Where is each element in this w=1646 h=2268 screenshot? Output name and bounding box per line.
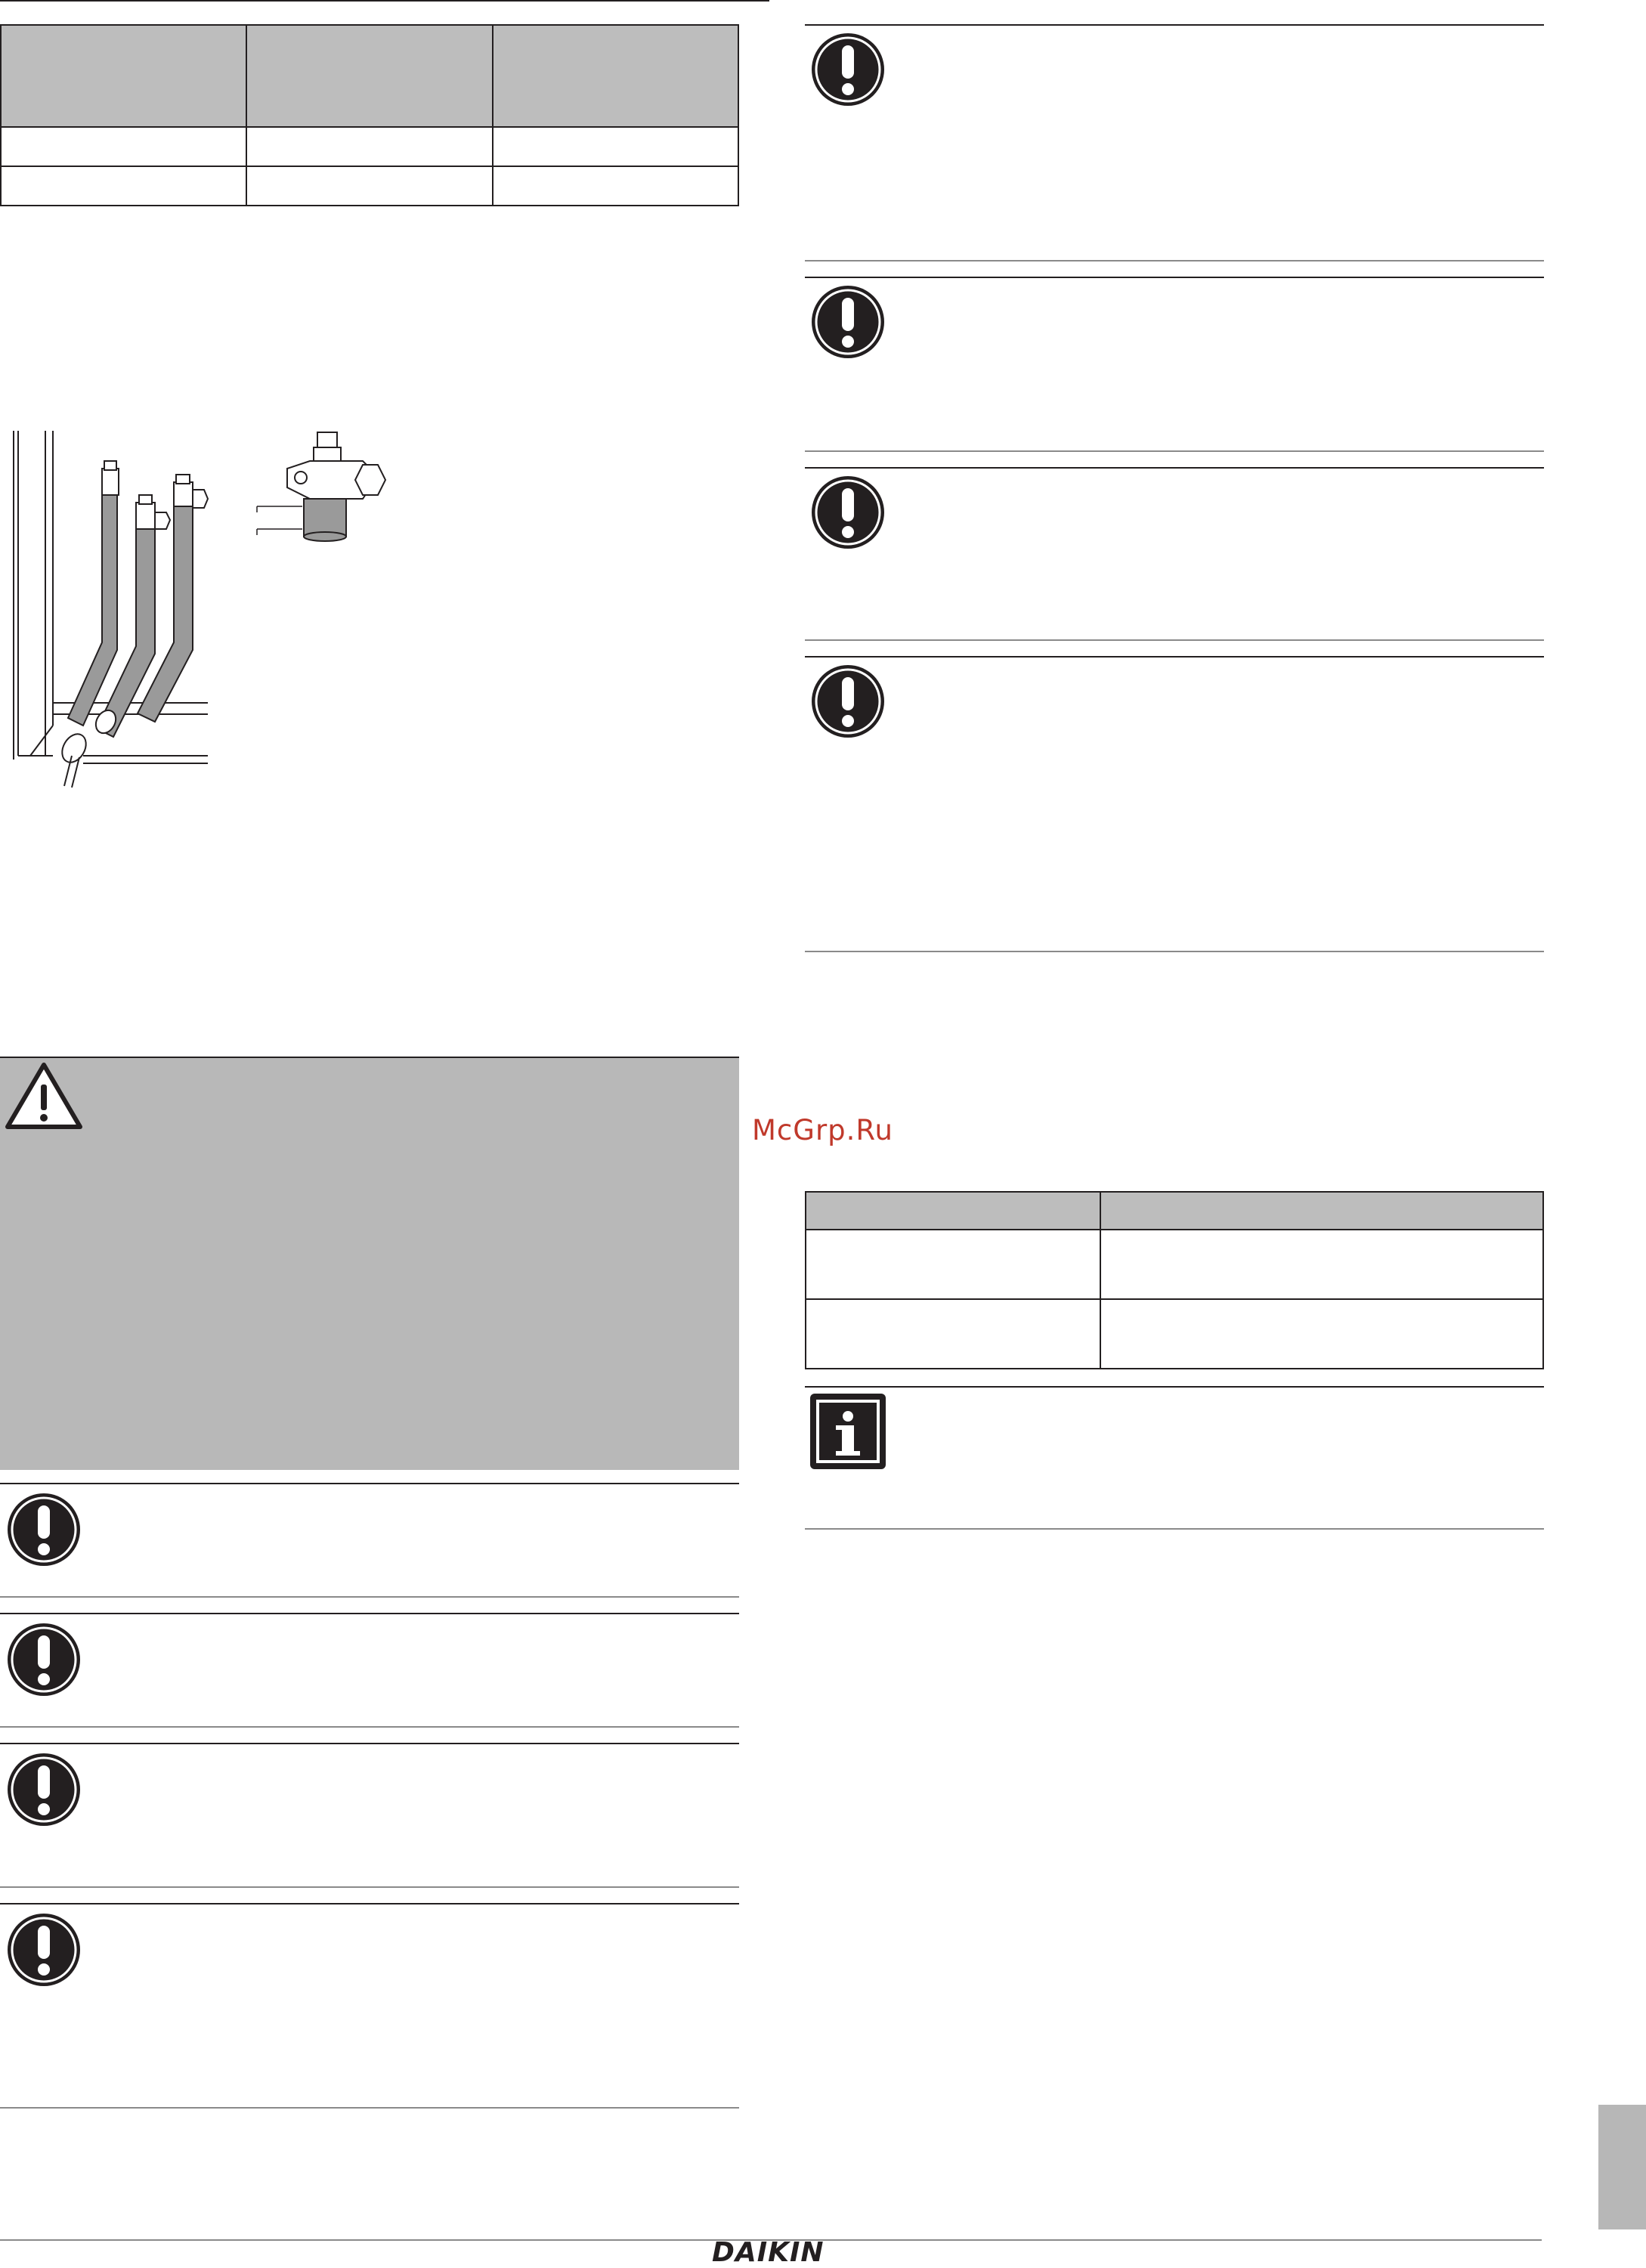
notice-rule <box>0 2107 739 2109</box>
table-header-cell <box>246 25 492 127</box>
table-cell <box>246 166 492 206</box>
notice-rule <box>805 639 1544 641</box>
notice-rule <box>805 450 1544 452</box>
notice-rule <box>0 1726 739 1728</box>
table-header-cell <box>1100 1192 1543 1230</box>
notice-rule <box>805 951 1544 952</box>
table-cell <box>1 127 246 166</box>
table-row <box>806 1230 1543 1299</box>
notice-rule <box>805 1386 1544 1388</box>
table-header-cell <box>493 25 738 127</box>
watermark: McGrp.Ru <box>752 1114 893 1146</box>
brand-logo: DAIKIN <box>712 2237 825 2268</box>
exclamation-icon <box>809 662 887 741</box>
exclamation-icon <box>809 283 887 361</box>
notice-rule <box>805 24 1544 26</box>
table-cell <box>806 1230 1100 1299</box>
table-cell <box>806 1299 1100 1369</box>
notice-rule <box>805 656 1544 658</box>
left-spec-table <box>0 24 739 206</box>
table-header-cell <box>806 1192 1100 1230</box>
table-cell <box>493 166 738 206</box>
table-cell <box>1 166 246 206</box>
notice-rule <box>805 1528 1544 1530</box>
side-tab <box>1598 2105 1646 2229</box>
table-header-row <box>1 25 738 127</box>
table-cell <box>493 127 738 166</box>
table-cell <box>1100 1230 1543 1299</box>
top-rule <box>0 0 769 2</box>
notice-rule <box>0 1483 739 1484</box>
table-header-cell <box>1 25 246 127</box>
right-spec-table <box>805 1191 1544 1369</box>
notice-rule <box>0 1903 739 1904</box>
table-cell <box>1100 1299 1543 1369</box>
notice-rule <box>0 1613 739 1614</box>
notice-rule <box>805 260 1544 261</box>
table-cell <box>246 127 492 166</box>
exclamation-icon <box>5 1750 83 1829</box>
table-row <box>806 1299 1543 1369</box>
exclamation-icon <box>5 1620 83 1699</box>
notice-rule <box>805 467 1544 469</box>
exclamation-icon <box>809 30 887 109</box>
exclamation-icon <box>5 1911 83 1989</box>
pipe-insulation-illustration <box>8 423 416 801</box>
warning-triangle-icon <box>5 1062 83 1130</box>
table-header-row <box>806 1192 1543 1230</box>
notice-rule <box>0 1886 739 1888</box>
warning-box <box>0 1057 739 1470</box>
exclamation-icon <box>5 1490 83 1569</box>
notice-rule <box>805 277 1544 278</box>
table-row <box>1 166 738 206</box>
info-icon <box>809 1392 887 1471</box>
exclamation-icon <box>809 473 887 552</box>
table-row <box>1 127 738 166</box>
notice-rule <box>0 1596 739 1598</box>
notice-rule <box>0 1743 739 1744</box>
